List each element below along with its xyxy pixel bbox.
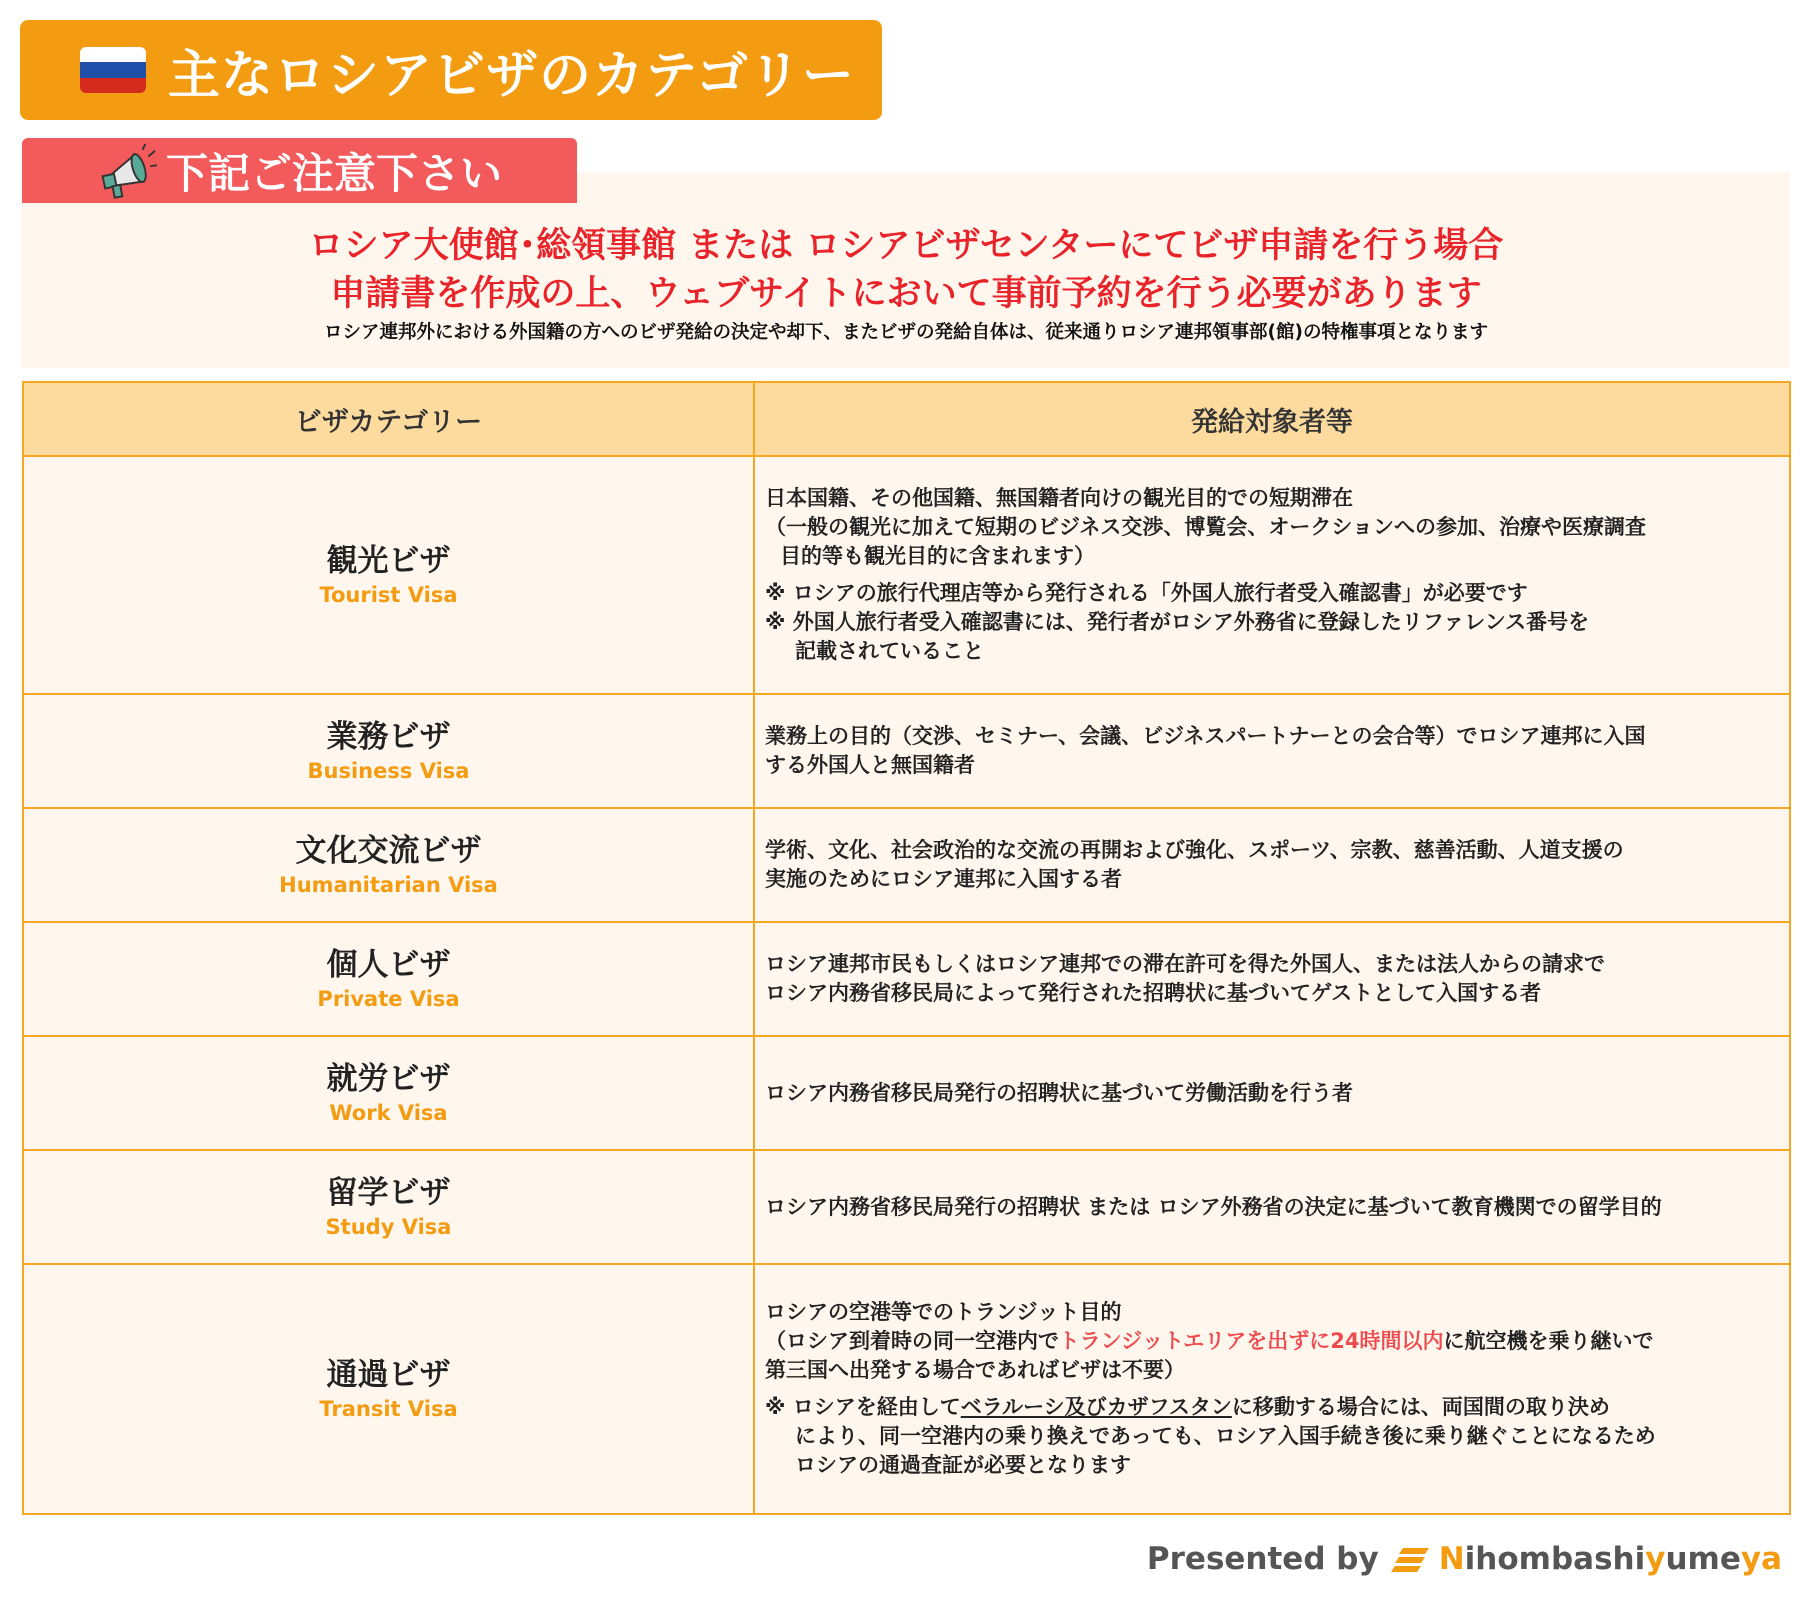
description-line: 実施のためにロシア連邦に入国する者: [765, 867, 1122, 891]
category-name-en: Business Visa: [307, 758, 470, 783]
description-line: 目的等も観光目的に含まれます）: [780, 544, 1095, 568]
brand-letter: N: [1438, 1541, 1465, 1577]
note-line: [765, 1393, 1781, 1422]
category-cell: [23, 808, 754, 922]
category-name-jp: 就労ビザ: [326, 1061, 451, 1098]
header-visa-category: ビザカテゴリー: [23, 382, 754, 456]
description-line: 業務上の目的（交渉、セミナー、会議、ビジネスパートナーとの会合等）でロシア連邦に入国: [765, 724, 1646, 748]
note-line: ※ ロシアの旅行代理店等から発行される「外国人旅行者受入確認書」が必要です: [765, 581, 1528, 605]
category-name-en: Work Visa: [329, 1100, 448, 1125]
category-name-en: Private Visa: [317, 986, 460, 1011]
description-line: 学術、文化、社会政治的な交流の再開および強化、スポーツ、宗教、慈善活動、人道支援の: [765, 838, 1624, 862]
notice-line-2: 申請書を作成の上、ウェブサイトにおいて事前予約を行う必要があります: [330, 274, 1482, 314]
category-name-jp: 留学ビザ: [326, 1175, 451, 1212]
brand-part: ya: [1740, 1541, 1782, 1577]
description-cell: [754, 1150, 1790, 1264]
description-cell: [754, 1264, 1790, 1514]
table-row-private: [23, 922, 1790, 1036]
description-text: に航空機を乗り継いで: [1443, 1329, 1654, 1353]
category-cell: [23, 456, 754, 694]
notice-tab: [22, 138, 577, 203]
brand-part: ume: [1665, 1541, 1741, 1577]
category-cell: [23, 694, 754, 808]
description-line: ロシア内務省移民局発行の招聘状に基づいて労働活動を行う者: [765, 1080, 1353, 1105]
description-line: 日本国籍、その他国籍、無国籍者向けの観光目的での短期滞在: [765, 486, 1353, 510]
notice-small-text: ロシア連邦外における外国籍の方へのビザ発給の決定や却下、またビザの発給自体は、従来通りロシア連邦領事部(館)の特権事項となります: [324, 322, 1488, 343]
description-line: [765, 1327, 1781, 1356]
note-text: ※ ロシアを経由して: [765, 1395, 961, 1419]
description-line: する外国人と無国籍者: [765, 753, 975, 777]
category-name-en: Tourist Visa: [319, 582, 458, 607]
presented-by-text: Presented by: [1146, 1541, 1379, 1577]
description-line: ロシア内務省移民局によって発行された招聘状に基づいてゲストとして入国する者: [765, 981, 1542, 1005]
visa-category-table: [22, 381, 1791, 1515]
description-line: ロシア内務省移民局発行の招聘状 または ロシア外務省の決定に基づいて教育機関での留学目的: [765, 1194, 1662, 1219]
note-line: ※ 外国人旅行者受入確認書には、発行者がロシア外務省に登録したリファレンス番号を: [765, 610, 1590, 634]
description-cell: [754, 456, 1790, 694]
category-name-jp: 業務ビザ: [326, 719, 451, 756]
stripes-logo-icon: [1391, 1544, 1431, 1574]
russia-flag-icon: [80, 47, 146, 93]
table-row-business: [23, 694, 1790, 808]
description-cell: [754, 694, 1790, 808]
category-name-jp: 文化交流ビザ: [295, 833, 482, 870]
category-name-jp: 個人ビザ: [326, 947, 451, 984]
highlight-text: トランジットエリアを出ずに24時間以内: [1058, 1329, 1444, 1353]
category-cell: [23, 922, 754, 1036]
category-name-jp: 通過ビザ: [326, 1357, 451, 1394]
category-name-jp: 観光ビザ: [326, 543, 451, 580]
page-title-banner: [20, 20, 882, 120]
table-row-work: [23, 1036, 1790, 1150]
description-line: ロシア連邦市民もしくはロシア連邦での滞在許可を得た外国人、または法人からの請求で: [765, 952, 1605, 976]
underlined-text: ベラルーシ及びカザフスタン: [960, 1395, 1232, 1419]
note-text: に移動する場合には、両国間の取り決め: [1231, 1395, 1610, 1419]
table-row-transit: [23, 1264, 1790, 1514]
notice-line-1: ロシア大使館･総領事館 または ロシアビザセンターにてビザ申請を行う場合: [308, 226, 1504, 266]
category-name-en: Study Visa: [325, 1214, 452, 1239]
note-line: ロシアの通過査証が必要となります: [795, 1453, 1131, 1477]
notice-label: 下記ご注意下さい: [166, 148, 503, 198]
table-row-humanitarian: [23, 808, 1790, 922]
brand-part: ihombashi: [1464, 1541, 1646, 1577]
table-row-tourist: [23, 456, 1790, 694]
description-line: （一般の観光に加えて短期のビジネス交渉、博覧会、オークションへの参加、治療や医療調査: [765, 515, 1646, 539]
table-header-row: [23, 382, 1790, 456]
description-line: 第三国へ出発する場合であればビザは不要）: [765, 1358, 1185, 1382]
category-cell: [23, 1264, 754, 1514]
category-cell: [23, 1150, 754, 1264]
description-text: （ロシア到着時の同一空港内で: [765, 1329, 1059, 1353]
megaphone-icon: [100, 143, 158, 199]
description-cell: [754, 922, 1790, 1036]
note-line: 記載されていること: [795, 639, 984, 663]
description-cell: [754, 808, 1790, 922]
category-cell: [23, 1036, 754, 1150]
description-line: ロシアの空港等でのトランジット目的: [765, 1300, 1122, 1324]
table-row-study: [23, 1150, 1790, 1264]
category-name-en: Humanitarian Visa: [279, 872, 498, 897]
note-line: により、同一空港内の乗り換えであっても、ロシア入国手続き後に乗り継ぐことになるため: [795, 1424, 1656, 1448]
footer-credit: [1147, 1536, 1782, 1582]
brand-letter: y: [1645, 1541, 1666, 1577]
header-eligible-persons: 発給対象者等: [754, 382, 1790, 456]
category-name-en: Transit Visa: [319, 1396, 458, 1421]
page-title: 主なロシアビザのカテゴリー: [168, 45, 855, 106]
description-cell: [754, 1036, 1790, 1150]
